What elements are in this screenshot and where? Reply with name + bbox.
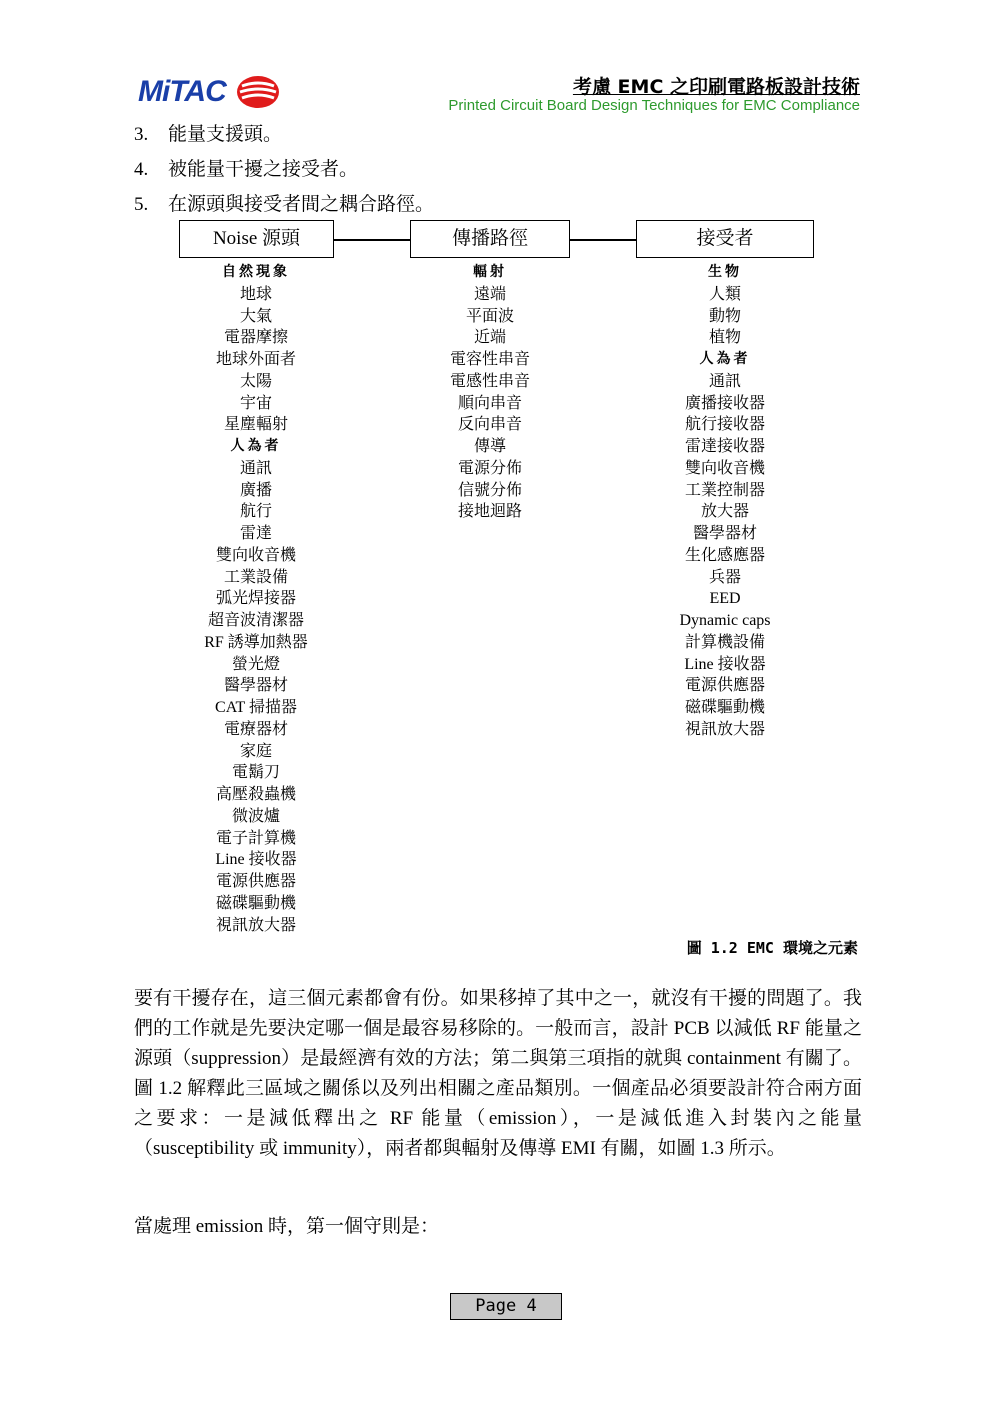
category-item: 磁碟驅動機 (684, 699, 765, 716)
category-item: Line 接收器 (684, 655, 766, 673)
category-item: 磁碟驅動機 (215, 894, 296, 912)
category-item: 弧光焊接器 (215, 590, 296, 608)
list-number: 4. (134, 159, 149, 180)
receiver-box: 接受者 (636, 220, 814, 258)
category-item: 醫學器材 (223, 677, 288, 695)
category-item: 航行 (239, 503, 272, 521)
category-item: 太陽 (239, 372, 272, 390)
logo-text: MiTAC (138, 75, 226, 108)
category-item: 地球外面者 (215, 351, 296, 368)
list-item (134, 156, 434, 191)
noise-source-box: Noise 源頭 (179, 220, 334, 258)
category-item: 近端 (473, 329, 506, 347)
list-number: 3. (134, 124, 149, 145)
category-item: 動物 (708, 307, 741, 325)
category-item: 兵器 (708, 568, 741, 586)
category-item: 高壓殺蟲機 (215, 786, 296, 803)
document-title-en: Printed Circuit Board Design Techniques for EMC Compliance (448, 97, 860, 114)
connector-line (334, 239, 410, 241)
category-heading: 人為者 (230, 438, 282, 454)
category-item: 通訊 (708, 372, 741, 390)
category-item: 順向串音 (457, 394, 522, 412)
receiver-column (645, 262, 805, 741)
list-text: 能量支援頭。 (168, 124, 283, 145)
element-list (134, 121, 434, 226)
category-item: 星塵輻射 (223, 416, 288, 434)
category-item: 電子計算機 (215, 829, 296, 847)
category-item: 廣播接收器 (684, 394, 765, 412)
category-item: 醫學器材 (692, 525, 757, 542)
category-item: 工業設備 (223, 568, 288, 586)
category-item: 電療器材 (223, 720, 288, 738)
category-item: 雷達接收器 (684, 438, 765, 455)
list-item (134, 121, 434, 156)
category-item: 遠端 (473, 285, 506, 303)
document-title-zh: 考慮 EMC 之印刷電路板設計技術 (572, 76, 860, 98)
category-item: 植物 (708, 329, 741, 347)
category-item: 電源供應器 (684, 677, 765, 695)
mitac-logo (138, 74, 280, 110)
category-item: 視訊放大器 (215, 916, 296, 934)
propagation-path-column (420, 262, 560, 523)
list-text: 被能量干擾之接受者。 (168, 159, 359, 180)
category-item: 接地迴路 (457, 503, 522, 521)
category-item: 電鬍刀 (231, 764, 280, 782)
body-paragraph: 要有干擾存在，這三個元素都會有份。如果移掉了其中之一，就沒有干擾的問題了。我們的工作就是先要決定哪一個是最容易移除的。一般而言，設計 PCB 以減低 RF 能量之源頭（suppression）是最經濟有效的方法；第二與第三項指的就與 containment 有關了。圖 1.2 解釋此三區域之關係以及列出相關之產品類別。一個產品必須要設計符合兩方面之要求：一是減低釋出之 RF 能量（emission），一是減低進入封裝內之能量（susceptibility 或 immunity），兩者都與輻射及傳導 EMI 有關，如圖 1.3 所示。 (134, 988, 862, 1159)
category-item: 通訊 (239, 459, 272, 477)
category-item: 家庭 (239, 742, 272, 760)
propagation-path-box: 傳播路徑 (410, 220, 570, 258)
category-item: 傳導 (473, 438, 506, 455)
category-item: 雷達 (239, 525, 272, 542)
category-heading: 生物 (708, 264, 742, 280)
category-item: 信號分佈 (457, 481, 522, 499)
category-item: 工業控制器 (684, 481, 765, 499)
category-item: 電容性串音 (449, 351, 530, 368)
category-item: 平面波 (465, 307, 514, 325)
category-item: 雙向收音機 (215, 546, 296, 564)
category-item: 電源分佈 (457, 459, 522, 477)
category-item: 微波爐 (231, 807, 280, 825)
category-item: 超音波清潔器 (207, 612, 304, 629)
category-item: 視訊放大器 (684, 720, 765, 738)
category-item: 雙向收音機 (684, 459, 765, 477)
category-item: CAT 掃描器 (215, 699, 297, 716)
category-heading: 人為者 (699, 351, 751, 367)
list-text: 在源頭與接受者間之耦合路徑。 (168, 194, 435, 215)
category-item: Line 接收器 (215, 851, 297, 869)
noise-source-column (186, 262, 326, 936)
category-item: 電源供應器 (215, 873, 296, 890)
category-item: 電器摩擦 (223, 329, 288, 347)
category-item: 宇宙 (239, 394, 272, 412)
category-item: EED (709, 590, 741, 608)
list-number: 5. (134, 194, 149, 215)
category-item: 大氣 (239, 307, 272, 325)
category-heading: 自然現象 (222, 264, 290, 280)
mitac-emblem-icon (236, 75, 280, 109)
category-item: 廣播 (239, 481, 272, 499)
page-number: Page 4 (450, 1293, 562, 1320)
category-item: 生化感應器 (684, 546, 765, 564)
category-item: 計算機設備 (684, 633, 765, 651)
connector-line (570, 239, 636, 241)
body-paragraph: 當處理 emission 時，第一個守則是： (134, 1216, 440, 1237)
figure-caption: 圖 1.2 EMC 環境之元素 (686, 939, 858, 957)
category-item: 螢光燈 (231, 655, 280, 673)
category-item: 地球 (239, 285, 272, 303)
category-item: Dynamic caps (679, 612, 771, 629)
category-item: RF 誘導加熱器 (204, 633, 308, 651)
category-item: 航行接收器 (684, 416, 765, 434)
category-item: 反向串音 (457, 416, 522, 434)
category-item: 人類 (708, 285, 741, 303)
category-item: 放大器 (700, 503, 749, 521)
category-item: 電感性串音 (449, 372, 530, 390)
category-heading: 輻射 (473, 264, 507, 280)
